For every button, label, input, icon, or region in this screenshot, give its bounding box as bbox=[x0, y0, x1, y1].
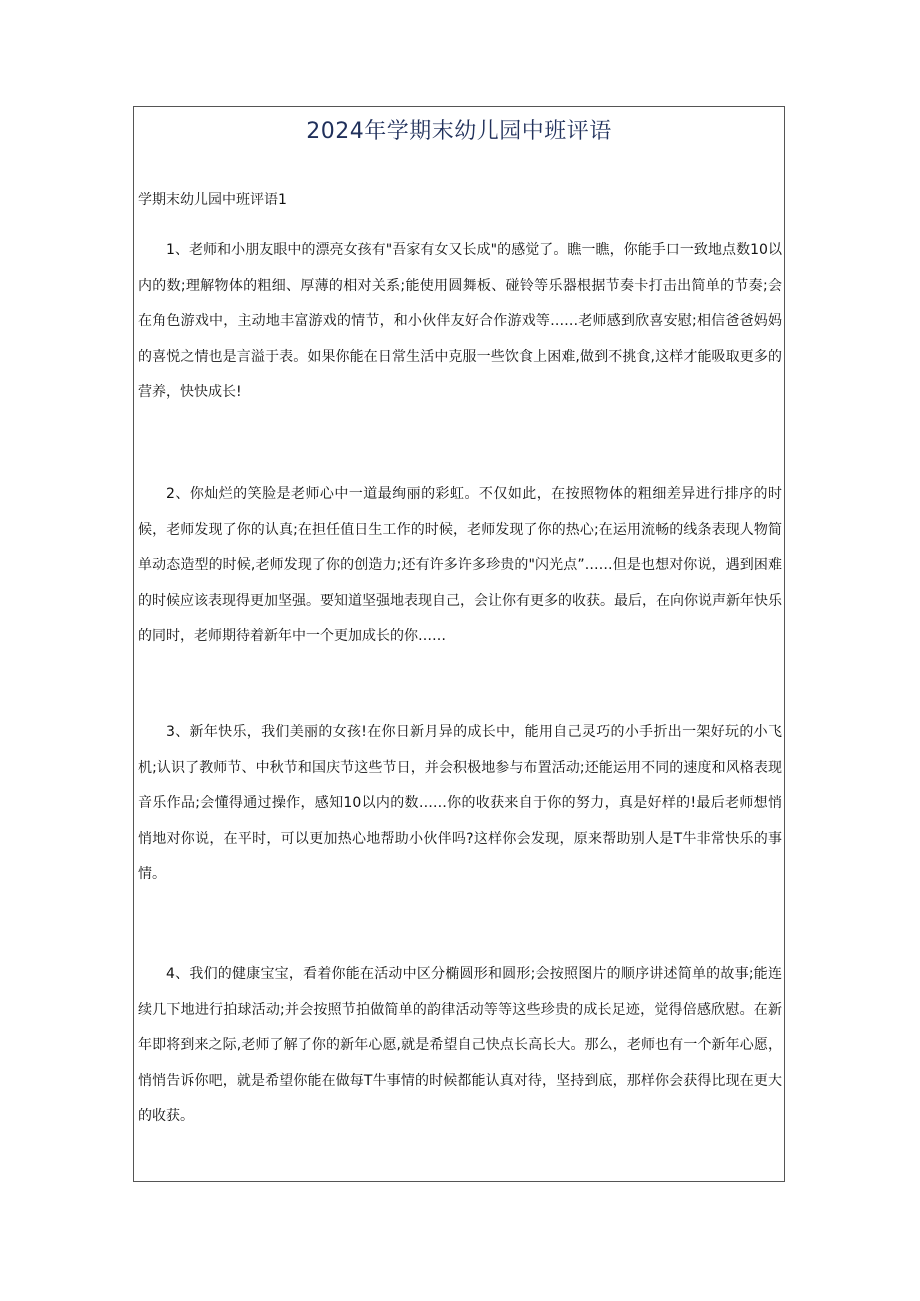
section-heading: 学期末幼儿园中班评语1 bbox=[138, 192, 287, 208]
document-page bbox=[133, 106, 785, 1182]
comment-paragraph-3: 3、新年快乐，我们美丽的女孩!在你日新月异的成长中，能用自己灵巧的小手折出一架好玩的小飞机;认识了教师节、中秋节和国庆节这些节日，并会积极地参与布置活动;还能运用不同的速度和风格表现音乐作品;会懂得通过操作，感知10以内的数……你的收获来自于你的努力，真是好样的!最后老师想悄悄地对你说，在平时，可以更加热心地帮助小伙伴吗?这样你会发现，原来帮助别人是T牛非常快乐的事情。 bbox=[138, 724, 782, 882]
comment-paragraph-4: 4、我们的健康宝宝，看着你能在活动中区分椭圆形和圆形;会按照图片的顺序讲述简单的故事;能连续几下地进行拍球活动;并会按照节拍做简单的韵律活动等等这些珍贵的成长足迹，觉得倍感欣慰。在新年即将到来之际,老师了解了你的新年心愿,就是希望自己快点长高长大。那么，老师也有一个新年心愿，悄悄告诉你吧，就是希望你能在做每T牛事情的时候都能认真对待，坚持到底，那样你会获得比现在更大的收获。 bbox=[138, 966, 782, 1124]
document-title: 2024年学期末幼儿园中班评语 bbox=[306, 119, 612, 144]
comment-paragraph-1: 1、老师和小朋友眼中的漂亮女孩有"吾家有女又长成"的感觉了。瞧一瞧，你能手口一致地点数10以内的数;理解物体的粗细、厚薄的相对关系;能使用圆舞板、碰铃等乐器根据节奏卡打击出简单的节奏;会在角色游戏中，主动地丰富游戏的情节，和小伙伴友好合作游戏等……老师感到欣喜安慰;相信爸爸妈妈的喜悦之情也是言溢于表。如果你能在日常生活中克服一些饮食上困难,做到不挑食,这样才能吸取更多的营养，快快成长! bbox=[138, 242, 782, 400]
comment-paragraph-2: 2、你灿烂的笑脸是老师心中一道最绚丽的彩虹。不仅如此，在按照物体的粗细差异进行排序的时候，老师发现了你的认真;在担任值日生工作的时候，老师发现了你的热心;在运用流畅的线条表现人物简单动态造型的时候,老师发现了你的创造力;还有许多许多珍贵的"闪光点”……但是也想对你说，遇到困难的时候应该表现得更加坚强。要知道坚强地表现自己，会让你有更多的收获。最后，在向你说声新年快乐的同时，老师期待着新年中一个更加成长的你…… bbox=[138, 486, 782, 644]
